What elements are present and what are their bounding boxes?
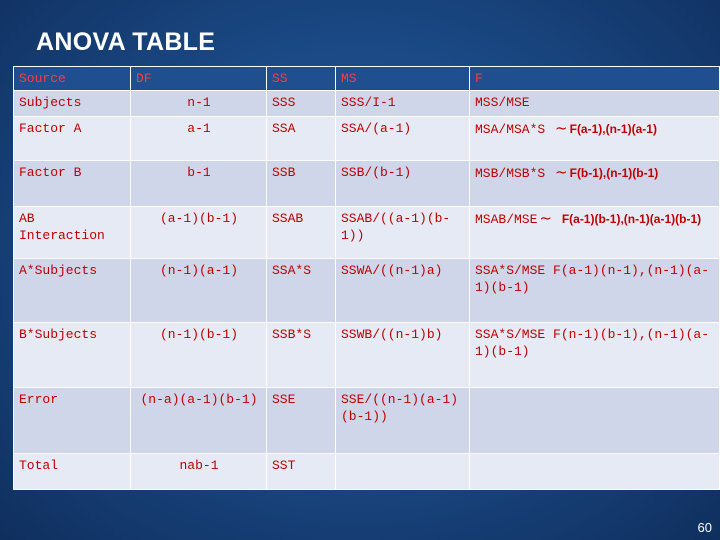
df-cell: b-1: [131, 161, 267, 207]
f-ratio: MSAB/MSE: [475, 212, 538, 227]
source-cell: AB Interaction: [14, 207, 131, 259]
table-row: [14, 161, 720, 207]
source-cell: Subjects: [14, 91, 131, 117]
f-cell: [470, 454, 720, 490]
table-row: [14, 91, 720, 117]
anova-table: [13, 66, 720, 490]
source-cell: Error: [14, 388, 131, 454]
df-cell: (n-1)(a-1): [131, 259, 267, 323]
f-cell: [470, 207, 720, 259]
ms-cell: SSAB/((a-1)(b-1)): [336, 207, 470, 259]
ss-cell: SSB: [267, 161, 336, 207]
f-distribution: F(a-1),(n-1)(a-1): [569, 122, 657, 136]
df-cell: a-1: [131, 117, 267, 161]
f-distribution: F(b-1),(n-1)(b-1): [569, 166, 659, 180]
column-header-f: F: [470, 67, 720, 91]
f-distribution: F(a-1)(b-1),(n-1)(a-1)(b-1): [561, 212, 702, 226]
ms-cell: [336, 454, 470, 490]
ss-cell: SSS: [267, 91, 336, 117]
column-header-df: DF: [131, 67, 267, 91]
source-cell: A*Subjects: [14, 259, 131, 323]
source-cell: Factor A: [14, 117, 131, 161]
f-cell: SSA*S/MSE F(a-1)(n-1),(n-1)(a-1)(b-1): [470, 259, 720, 323]
ms-cell: SSE/((n-1)(a-1)(b-1)): [336, 388, 470, 454]
ms-cell: SSWB/((n-1)b): [336, 323, 470, 388]
column-header-ss: SS: [267, 67, 336, 91]
f-cell: [470, 161, 720, 207]
table-row: [14, 388, 720, 454]
table-header-row: [14, 67, 720, 91]
tilde-symbol: ~: [539, 209, 552, 227]
f-ratio: MSA/MSA*S: [475, 122, 546, 137]
f-cell: SSA*S/MSE F(n-1)(b-1),(n-1)(a-1)(b-1): [470, 323, 720, 388]
df-cell: n-1: [131, 91, 267, 117]
table-row: [14, 207, 720, 259]
table-row: [14, 117, 720, 161]
source-cell: Total: [14, 454, 131, 490]
table-row: [14, 454, 720, 490]
f-cell: [470, 117, 720, 161]
ss-cell: SSAB: [267, 207, 336, 259]
tilde-symbol: ~: [555, 163, 568, 181]
f-cell: MSS/MSE: [470, 91, 720, 117]
ss-cell: SSB*S: [267, 323, 336, 388]
table-row: [14, 259, 720, 323]
ms-cell: SSB/(b-1): [336, 161, 470, 207]
df-cell: nab-1: [131, 454, 267, 490]
page-number: 60: [697, 520, 712, 535]
ms-cell: SSS/I-1: [336, 91, 470, 117]
table-row: [14, 323, 720, 388]
slide-title: ANOVA TABLE: [36, 28, 216, 56]
source-cell: Factor B: [14, 161, 131, 207]
source-cell: B*Subjects: [14, 323, 131, 388]
f-cell: [470, 388, 720, 454]
column-header-ms: MS: [336, 67, 470, 91]
column-header-source: Source: [14, 67, 131, 91]
ss-cell: SST: [267, 454, 336, 490]
f-ratio: MSB/MSB*S: [475, 166, 546, 181]
ss-cell: SSA: [267, 117, 336, 161]
tilde-symbol: ~: [555, 119, 568, 137]
df-cell: (n-1)(b-1): [131, 323, 267, 388]
ms-cell: SSA/(a-1): [336, 117, 470, 161]
ms-cell: SSWA/((n-1)a): [336, 259, 470, 323]
ss-cell: SSE: [267, 388, 336, 454]
ss-cell: SSA*S: [267, 259, 336, 323]
df-cell: (a-1)(b-1): [131, 207, 267, 259]
df-cell: (n-a)(a-1)(b-1): [131, 388, 267, 454]
